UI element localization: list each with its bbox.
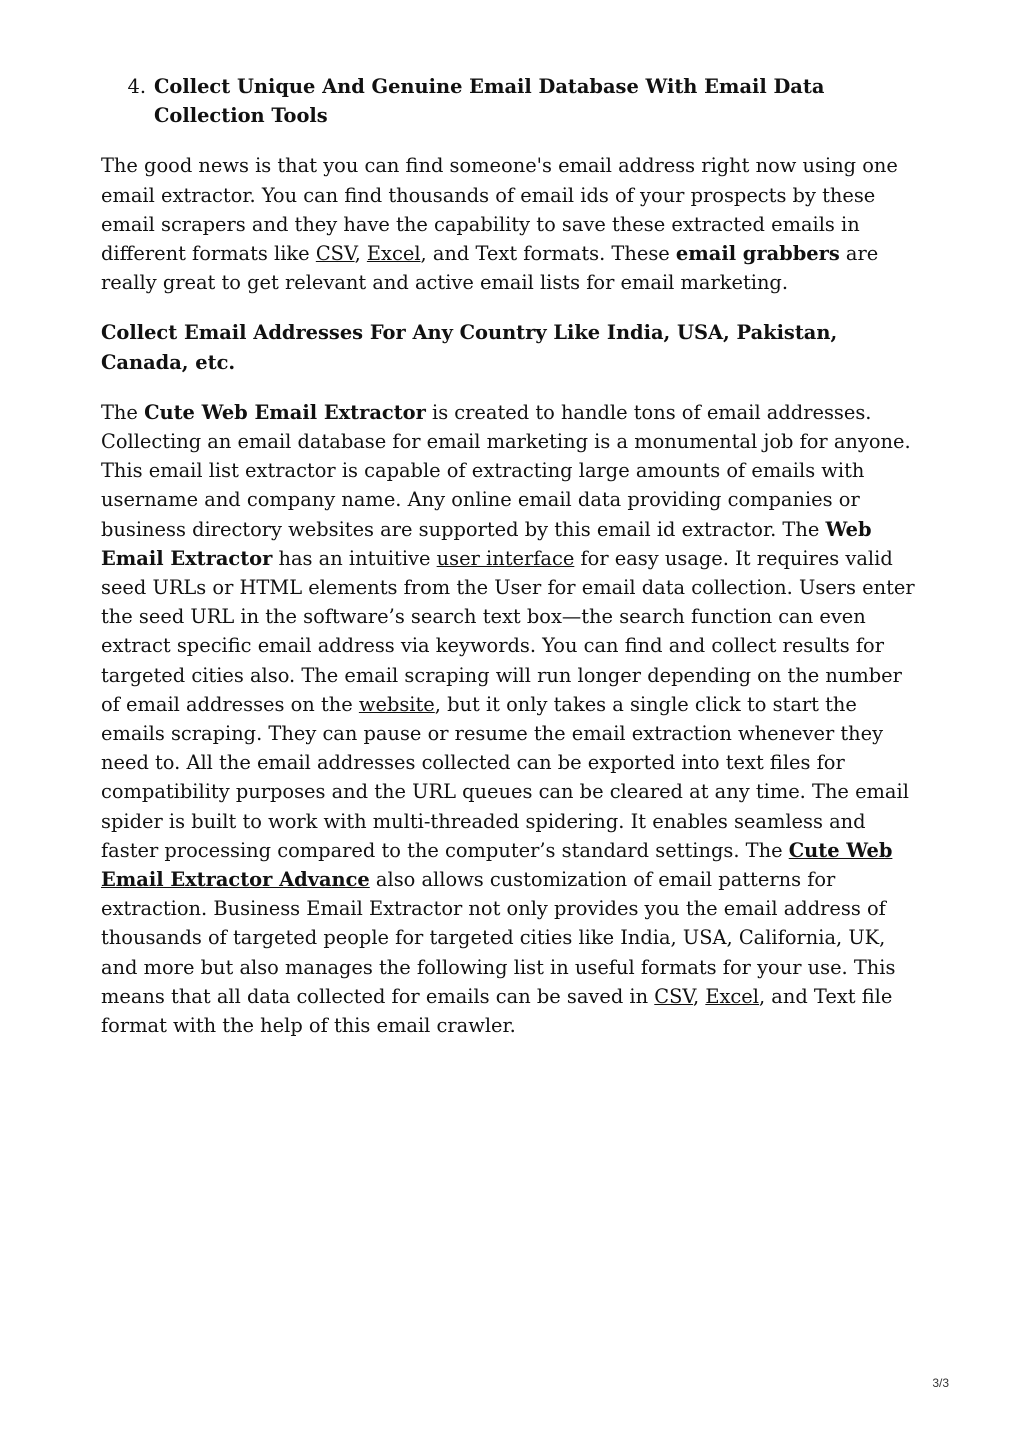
- website-link[interactable]: website: [358, 692, 435, 716]
- bold-web-email-extractor: Web Email Extractor: [101, 517, 872, 570]
- document-body: [101, 72, 923, 1061]
- text-run: has an intuitive: [272, 546, 437, 570]
- paragraph-main: [101, 398, 923, 1040]
- text-run: ,: [693, 984, 706, 1008]
- text-run: is created to handle tons of email addresses. Collecting an email database for email marketing is a monumental job for anyone. This email list extractor is capable of extracting large amounts of emails with username and company name. Any online email data providing companies or business directory websites are supported by this email id extractor. The: [101, 400, 911, 541]
- csv-link[interactable]: CSV: [654, 984, 694, 1008]
- text-run: The: [101, 400, 145, 424]
- excel-link[interactable]: Excel: [366, 242, 421, 266]
- excel-link[interactable]: Excel: [705, 984, 759, 1008]
- text-run: The good news is that you can find someone's email address right now using one email extractor. You can find thousands of email ids of your prospects by these email scrapers and they have the capability to save these extracted emails in different formats like: [101, 154, 898, 266]
- bold-email-grabbers: email grabbers: [675, 242, 840, 266]
- bold-cute-web-email-extractor: Cute Web Email Extractor: [144, 400, 426, 424]
- csv-link[interactable]: CSV: [315, 242, 355, 266]
- cute-web-email-extractor-advance-link[interactable]: Cute Web Email Extractor Advance: [101, 838, 893, 892]
- text-run: are really great to get relevant and active email lists for email marketing.: [101, 242, 879, 295]
- text-run: , but it only takes a single click to start the emails scraping. They can pause or resume the email extraction whenever they need to. All the email addresses collected can be exported into text files for compatibility purposes and the URL queues can be cleared at any time. The email spider is built to work with multi-threaded spidering. It enables seamless and faster processing compared to the computer’s standard settings. The: [101, 692, 909, 862]
- text-run: also allows customization of email patterns for extraction. Business Email Extractor not only provides you the email address of thousands of targeted people for targeted cities like India, USA, California, UK, and more but also manages the following list in useful formats for your use. This means that all data collected for emails can be saved in: [101, 868, 896, 1008]
- text-run: , and Text formats. These: [420, 242, 676, 266]
- page-number: 3/3: [932, 1376, 949, 1390]
- list-number: 4.: [127, 75, 146, 98]
- paragraph-intro: [101, 151, 923, 297]
- list-item: [101, 72, 923, 130]
- list-item-title: Collect Unique And Genuine Email Database With Email Data Collection Tools: [154, 75, 825, 128]
- section-heading: Collect Email Addresses For Any Country Like India, USA, Pakistan, Canada, etc.: [101, 321, 838, 374]
- text-run: ,: [354, 242, 367, 266]
- user-interface-link[interactable]: user interface: [436, 546, 575, 570]
- text-run: , and Text file format with the help of this email crawler.: [101, 984, 893, 1038]
- text-run: for easy usage. It requires valid seed URLs or HTML elements from the User for email data collection. Users enter the seed URL in the software’s search text box—the search function can even extract specific email address via keywords. You can find and collect results for targeted cities also. The email scraping will run longer depending on the number of email addresses on the: [101, 546, 915, 716]
